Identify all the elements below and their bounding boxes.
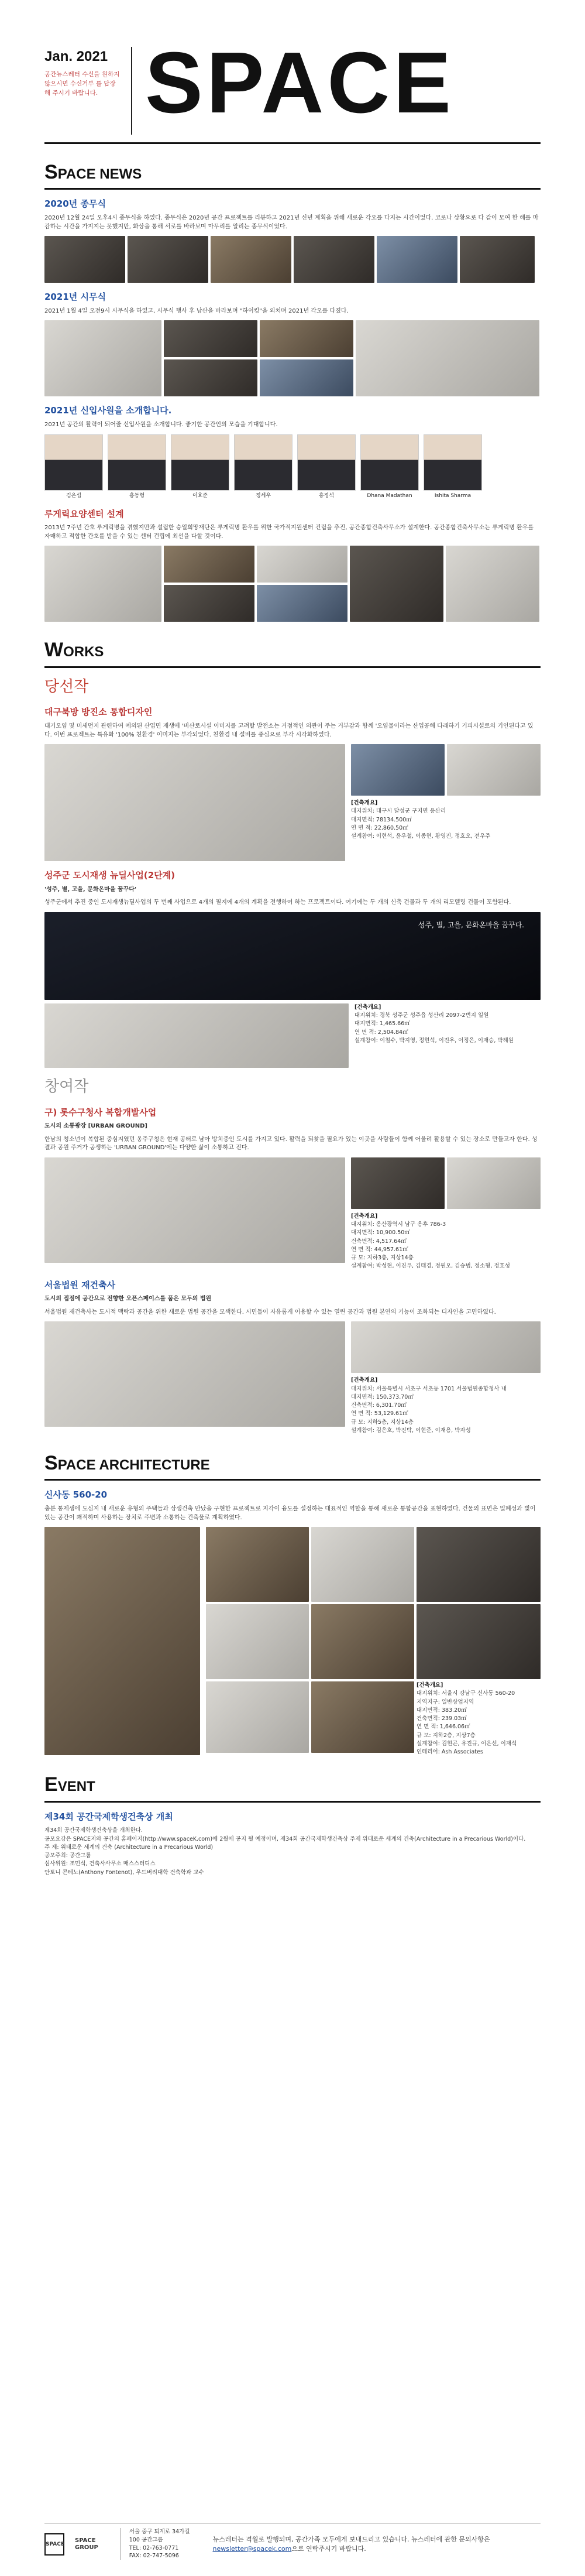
photo-pair bbox=[351, 744, 541, 796]
project-title: 서울법원 재건축사 bbox=[44, 1279, 116, 1290]
event-line: 공모주최: 공간그룹 bbox=[44, 1852, 91, 1859]
photo bbox=[44, 320, 161, 396]
photo bbox=[257, 546, 347, 583]
photo bbox=[164, 320, 257, 357]
architecture-body: 충분 통제생에 도심지 내 새로운 유형의 주택들과 상생건축 만났을 구현한 프로젝트로 지각이 융도를 설정하는 대표적인 역할을 통해 새로운 통합공간을 표현하였다. 건물의 표면은 밀폐성과 빛이 있는 공간이 쾌적하며 사용하는 장치로 주변과 소통하는 건축물로 계획하였다. bbox=[44, 1506, 536, 1521]
info-line: 규 모: 지하2층, 지상7층 bbox=[417, 1732, 476, 1739]
news-body-newhires: 2021년 공간의 활력이 되어줄 신입사원을 소개합니다. 좋기한 공간인의 모습을 기대합니다. bbox=[44, 422, 278, 429]
project-side bbox=[351, 744, 541, 861]
photo-stack bbox=[164, 546, 347, 622]
new-hire bbox=[424, 434, 482, 500]
new-hire bbox=[360, 434, 419, 500]
rendering bbox=[44, 744, 345, 861]
heading-initial: W bbox=[44, 639, 64, 662]
event-line: 제34회 공간국제학생건축상을 개최한다. bbox=[44, 1827, 143, 1834]
project-title: 구) 롯수구청사 복합개발사업 bbox=[44, 1107, 157, 1118]
info-line: 설계참여: 이철수, 박지영, 정현석, 이진우, 이정은, 이재승, 박해원 bbox=[355, 1037, 514, 1044]
heading-initial: S bbox=[44, 161, 58, 183]
photo bbox=[351, 744, 445, 796]
photo bbox=[294, 236, 374, 283]
photo bbox=[206, 1604, 309, 1679]
photo-stack-row bbox=[164, 359, 353, 396]
photo bbox=[351, 1321, 541, 1373]
person-name: Dhana Madathan bbox=[367, 492, 412, 499]
photo bbox=[128, 236, 208, 283]
photo bbox=[260, 359, 353, 396]
info-line: 연 면 적: 22,860.50㎡ bbox=[351, 824, 408, 831]
project-title: 대구북방 방진소 통합디자인 bbox=[44, 707, 153, 718]
photo bbox=[311, 1604, 414, 1679]
project-info bbox=[351, 799, 541, 841]
night-rendering bbox=[44, 912, 541, 1000]
category-winning: 당선작 bbox=[44, 677, 89, 696]
photo bbox=[356, 320, 539, 396]
photo bbox=[377, 236, 457, 283]
drawing bbox=[44, 1321, 345, 1427]
rendering bbox=[44, 1157, 345, 1263]
new-hire bbox=[44, 434, 103, 500]
info-line: 설계참여: 김은호, 박진탁, 이현준, 이재용, 박자성 bbox=[351, 1427, 471, 1434]
new-hire bbox=[297, 434, 356, 500]
news-body-center: 2013년 7주년 간호 루게릭병을 겪했지만과 설립한 승일희망재단은 루게릭병 환우를 위한 국가적지원센터 건립을 추진, 공간종합건축사무소가 설계한다. 공간종합건축사무소는 루게릭병 환우를 자매하고 적합한 간호를 받을 수 있는 센터 건립에 최선을 다할 것이다. bbox=[44, 525, 534, 540]
photo bbox=[460, 236, 535, 283]
heading-initial: S bbox=[44, 1452, 58, 1475]
person-name: Ishita Sharma bbox=[434, 492, 472, 499]
photo bbox=[257, 585, 347, 622]
portrait bbox=[171, 434, 229, 491]
project-lead: 도시의 접점에 공간으로 전향한 오픈스페이스를 품은 모두의 법원 bbox=[44, 1296, 212, 1303]
info-line: 인테리어: Ash Associates bbox=[417, 1749, 483, 1756]
photo-row-closing bbox=[44, 236, 541, 283]
info-line: 대지위치: 옹산광역시 남구 옹후 786-3 bbox=[351, 1221, 446, 1228]
info-line: 대지면적: 1,465.66㎡ bbox=[355, 1020, 410, 1027]
note-text: 으로 연락주시기 바랍니다. bbox=[291, 2544, 366, 2553]
photo bbox=[44, 236, 125, 283]
phone: TEL: 02-763-0771 bbox=[129, 2544, 179, 2551]
photo-stack-row bbox=[164, 546, 347, 583]
news-body-opening: 2021년 1월 4일 오전9시 시무식을 하였고, 시무식 행사 후 남산을 바라보며 "하이킹"을 외치며 2021년 각오를 다졌다. bbox=[44, 307, 349, 314]
photo bbox=[447, 744, 541, 796]
info-line: 연 면 적: 44,957.61㎡ bbox=[351, 1246, 408, 1253]
photo bbox=[311, 1681, 414, 1753]
info-line: 지역지구: 일반상업지역 bbox=[417, 1698, 474, 1705]
news-title-opening: 2021년 시무식 bbox=[44, 292, 106, 303]
portrait bbox=[297, 434, 356, 491]
info-line: 규 모: 지하5층, 지상14층 bbox=[351, 1419, 414, 1426]
rendering-caption: 성주, 별, 고을, 문화온마을 꿈꾸다. bbox=[418, 920, 524, 929]
project-visuals bbox=[44, 1157, 541, 1271]
news-body-closing: 2020년 12월 24일 오후4시 종무식을 하였다. 종무식은 2020년 공간 프로젝트를 리뷰하고 2021년 신년 계획을 위해 새로운 각오를 다지는 시간이었다. 코로나 상황으로 다 같이 모여 한 해를 마감하는 시간을 가지지는 못했지만, 화상을 통해 서로를 바라보며 마무리를 알리는 종무식이었다. bbox=[44, 215, 539, 230]
heading-text: ORKS bbox=[63, 644, 104, 660]
masthead-divider bbox=[131, 47, 132, 135]
info-line: 대지면적: 383.20㎡ bbox=[417, 1707, 467, 1714]
unsubscribe-note[interactable]: 공간뉴스레터 수신을 원하지 않으시면 수신거부 를 답장 해 주시기 바랍니다. bbox=[44, 71, 120, 97]
info-line: 건축면적: 6,301.70㎡ bbox=[351, 1402, 407, 1409]
photo bbox=[260, 320, 353, 357]
photo bbox=[206, 1527, 309, 1602]
section-heading-event bbox=[44, 1770, 541, 1802]
info-line: [건축개요] bbox=[351, 1377, 378, 1384]
info-line: 규 모: 지하3층, 지상14층 bbox=[351, 1255, 414, 1262]
address: 서울 중구 퇴계로 34가길 100 공간그룹 bbox=[129, 2528, 190, 2543]
info-line: [건축개요] bbox=[417, 1682, 443, 1689]
photo-grid-row bbox=[206, 1604, 541, 1679]
event-details bbox=[44, 1827, 541, 1877]
photo bbox=[164, 585, 254, 622]
photo bbox=[350, 546, 443, 622]
portrait bbox=[44, 434, 103, 491]
photo-grid-row bbox=[206, 1681, 541, 1756]
heading-text: PACE NEWS bbox=[57, 166, 142, 182]
group-name: SPACE GROUP bbox=[75, 2537, 98, 2551]
person-name: 정세우 bbox=[255, 492, 271, 499]
project-info bbox=[351, 1212, 541, 1271]
info-line: 설계참여: 김현곤, 유진규, 이은선, 이재석 bbox=[417, 1740, 517, 1747]
info-line: 건축면적: 4,517.64㎡ bbox=[351, 1238, 407, 1245]
project-body: 대기오염 및 미세먼지 관련하여 예외된 산업면 재생에 '비산로시설 이미지를 고려할 발전소는 거점적인 외관이 주는 거부감과 함께 '오염물이라는 산업공해 다래하기 기피시설로의 기인된다고 있다. 이번 프로젝트는 특유화 '100% 친환경' 이미지는 부각되었다. 친환경 내 설비를 중심으로 부각 시각화하였다. bbox=[44, 723, 534, 738]
project-body: 성주군에서 추진 중인 도시재생뉴딜사업의 두 번째 사업으로 4개의 필지에 4개의 계획을 전행하여 하는 프로젝트이다. 여기에는 두 개의 신축 건물과 두 개의 리모델링 건물이 포함된다. bbox=[44, 899, 511, 906]
event-line: 안토니 콘테노(Anthony Fontenot), 우드버리대학 건축학과 교수 bbox=[44, 1869, 204, 1876]
photo bbox=[211, 236, 291, 283]
note-text: 뉴스레터는 격월로 발행되며, 공간가족 모두에게 보내드리고 있습니다. 뉴스레터에 관한 문의사항은 bbox=[212, 2535, 490, 2543]
portrait bbox=[360, 434, 419, 491]
info-line: 설계참여: 이현석, 윤우철, 이종현, 황영진, 정호오, 전우주 bbox=[351, 833, 491, 840]
event-title: 제34회 공간국제학생건축상 개최 bbox=[44, 1811, 173, 1822]
news-title-newhires: 2021년 신입사원을 소개합니다. bbox=[44, 405, 172, 416]
info-line: 대지위치: 경북 성주군 성주읍 성산리 2097-2번지 일원 bbox=[355, 1012, 489, 1019]
new-hires bbox=[44, 434, 541, 500]
photo bbox=[351, 1157, 445, 1209]
heading-text: VENT bbox=[57, 1779, 95, 1795]
new-hire bbox=[234, 434, 292, 500]
photo-grid bbox=[206, 1527, 541, 1756]
photo bbox=[417, 1527, 541, 1602]
new-hire bbox=[171, 434, 229, 500]
project-info bbox=[351, 1376, 541, 1435]
category-entry: 창여작 bbox=[44, 1077, 89, 1095]
info-line: 대지위치: 대구시 달성군 구지면 응산리 bbox=[351, 808, 446, 815]
info-line: 연 면 적: 53,129.61㎡ bbox=[351, 1410, 408, 1417]
section-heading-architecture bbox=[44, 1449, 541, 1481]
heading-text: PACE ARCHITECTURE bbox=[57, 1457, 210, 1474]
project-lead: 도시의 소통광장 [URBAN GROUND] bbox=[44, 1123, 147, 1130]
architecture-visuals bbox=[44, 1527, 541, 1756]
event-line: 공모요강은 SPACE지와 공간의 홈페이지(http://www.spaceK.com)에 2월에 공지 될 예정이며, 제34회 공간국제학생건축상 주제 위태로운 세계의 건축(Architecture in a Precarious World)이다. bbox=[44, 1835, 526, 1842]
event-line: 주 제: 위태로운 세계의 건축 (Architecture in a Precarious World) bbox=[44, 1844, 214, 1851]
info-line: 설계참여: 박성현, 이진우, 김태경, 정원오, 김승범, 정소형, 정호성 bbox=[351, 1263, 510, 1270]
fax: FAX: 02-747-5096 bbox=[129, 2553, 179, 2560]
project-side bbox=[351, 1157, 541, 1271]
person-name: 김은섭 bbox=[66, 492, 82, 499]
newsletter-note bbox=[212, 2535, 541, 2554]
info-line: 대지위치: 서울특별시 서초구 서초동 1701 서울법원종합청사 내 bbox=[351, 1385, 507, 1392]
photo-grid-row bbox=[206, 1527, 541, 1602]
building-photo bbox=[44, 1527, 200, 1755]
heading-initial: E bbox=[44, 1773, 58, 1796]
photo-row-opening bbox=[44, 320, 541, 396]
architecture-info bbox=[417, 1681, 541, 1756]
portrait bbox=[108, 434, 166, 491]
project-side bbox=[351, 1321, 541, 1435]
section-heading-works bbox=[44, 636, 541, 667]
space-group-logo: SPACE bbox=[44, 2533, 64, 2556]
project-body: 한남의 청소년이 복합된 중심지였던 옹주구청은 현재 공터로 남아 방치중인 도시를 가지고 있다. 활력을 되찾을 필요가 있는 이곳을 사람들이 함께 어울려 활용할 수 있는 장소로 만들고자 한다. 성결과 공원 주거가 공생하는 'URBAN GROUND'에는 다양한 삶이 소통하고 진다. bbox=[44, 1136, 538, 1152]
photo bbox=[44, 546, 161, 622]
issue-date: Jan. 2021 bbox=[44, 49, 108, 64]
photo bbox=[164, 546, 254, 583]
drawing bbox=[44, 1003, 349, 1068]
photo bbox=[417, 1604, 541, 1679]
space-logo: SPACE bbox=[145, 35, 455, 131]
photo-stack-row bbox=[164, 320, 353, 357]
photo bbox=[206, 1681, 309, 1753]
project-visuals bbox=[44, 1321, 541, 1435]
info-line: 대지면적: 10,900.50㎡ bbox=[351, 1229, 410, 1236]
info-line: [건축개요] bbox=[351, 1212, 378, 1220]
news-title-center: 루게릭요양센터 설계 bbox=[44, 508, 124, 519]
info-line: [건축개요] bbox=[351, 800, 378, 807]
project-body: 서울법원 재건축사는 도시적 맥락과 공간을 위한 새로운 법원 공간을 모색한다. 시민들이 자유롭게 이용할 수 있는 열린 공간과 법원 본연의 기능이 조화되는 디자인을 고민하였다. bbox=[44, 1308, 496, 1316]
photo-pair bbox=[351, 1157, 541, 1209]
project-visuals bbox=[44, 744, 541, 861]
photo bbox=[164, 359, 257, 396]
architecture-title: 신사동 560-20 bbox=[44, 1489, 108, 1501]
news-title-closing: 2020년 종무식 bbox=[44, 198, 106, 210]
info-line: [건축개요] bbox=[355, 1003, 381, 1010]
info-line: 연 면 적: 2,504.84㎡ bbox=[355, 1029, 408, 1036]
project-title: 성주군 도시재생 뉴딜사업(2단계) bbox=[44, 870, 175, 881]
new-hire bbox=[108, 434, 166, 500]
project-visuals bbox=[44, 1003, 541, 1068]
masthead bbox=[44, 0, 541, 144]
person-name: 홍동형 bbox=[129, 492, 145, 499]
info-line: 대지위치: 서울시 강남구 신사동 560-20 bbox=[417, 1690, 515, 1697]
photo bbox=[446, 546, 539, 622]
person-name: 홍정석 bbox=[318, 492, 335, 499]
project-subtitle: '성주, 별, 고을, 문화온마을 꿈꾸다' bbox=[44, 886, 137, 893]
email-link[interactable]: newsletter@spacek.com bbox=[212, 2544, 292, 2553]
portrait bbox=[234, 434, 292, 491]
info-line: 연 면 적: 1,646.06㎡ bbox=[417, 1724, 470, 1731]
photo-stack-row bbox=[164, 585, 347, 622]
event-line: 심사위원: 조민석, 건축사사무소 매스스터디스 bbox=[44, 1861, 156, 1868]
portrait bbox=[424, 434, 482, 491]
info-line: 대지면적: 150,373.70㎡ bbox=[351, 1393, 414, 1400]
project-info bbox=[355, 1003, 514, 1068]
info-line: 대지면적: 78134.500㎡ bbox=[351, 816, 412, 823]
contact-block bbox=[121, 2528, 202, 2560]
photo bbox=[311, 1527, 414, 1602]
photo-row-center bbox=[44, 546, 541, 622]
info-line: 건축면적: 239.03㎡ bbox=[417, 1715, 467, 1722]
footer bbox=[44, 2523, 541, 2558]
person-name: 이효준 bbox=[192, 492, 208, 499]
photo-stack bbox=[164, 320, 353, 396]
section-heading-news bbox=[44, 158, 541, 190]
photo bbox=[447, 1157, 541, 1209]
